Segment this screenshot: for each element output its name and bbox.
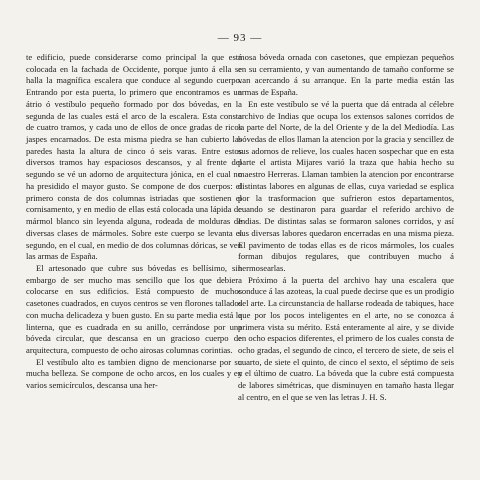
paragraph: El artesonado que cubre sus bóvedas es bellísimo, sin embargo de ser mucho mas sencillo que los que debiera colocarse en sus edificios. Está compuesto de muchos casetones cuadrados, en cuyos centros se ven florones tallados con mucha delicadeza y buen gusto. En su parte media está la linterna, que es cuadrada en su anillo, cerrándose por una bóveda circular, que descansa en un gracioso cuerpo de arquitectura, compuesto de ocho airosas columnas corintias. <box>26 262 242 355</box>
paragraph: Próximo á la puerta del archivo hay una escalera que conduce á las azoteas, la cual puede decirse que es un prodigio del arte. La circunstancia de hallarse rodeada de tabiques, hace que por los pocos inteligentes en el arte, no se conozca á primera vista su mérito. Está enteramente al aire, y se divide en ocho espacios diferentes, el primero de los cuales consta de ocho gradas, el segundo de cinco, el tercero de siete, de seis el cuarto, de siete el quinto, de cinco el sexto, el séptimo de seis y el último de cuatro. La bóveda que la cubre está compuesta de labores simétricas, que disminuyen en tamaño hasta llegar al centro, en el que se ven las letras J. H. S. <box>238 274 454 402</box>
page-number: — 93 — <box>217 32 263 44</box>
right-column <box>238 52 454 404</box>
paragraph: mosa bóveda ornada con casetones, que empiezan pequeños en su cerramiento, y van aumentando de tamaño conforme se van acercando á su arranque. En la parte media están las armas de España. <box>238 52 454 98</box>
paragraph: En este vestíbulo se vé la puerta que dá entrada al célebre archivo de Indias que ocupa los extensos salones corridos de la parte del Norte, de la del Oriente y de la del Mediodía. Las bóvedas de ellos llaman la atencion por la gracia y sencillez de sus adornos de relieve, los cuales hacen sospechar que en esta parte el artista Mijares varió la traza que habia hecho su maestro Herreras. Llaman tambien la atencion por encontrarse distintas labores en algunas de ellas, cuya variedad se esplica por la trasformacion que sufrieron estos departamentos, cuando se destinaron para guardar el referido archivo de Indias. De distintas salas se formaron salones corridos, y así sus diversas labores quedaron encerradas en una misma pieza. El pavimento de todas ellas es de ricos mármoles, los cuales forman dibujos regulares, que contribuyen mucho á hermosearlas. <box>238 98 454 273</box>
paragraph: El vestíbulo alto es tambien digno de mencionarse por su mucha belleza. Se compone de ocho arcos, en los cuales y en varios semicírculos, descansa una her- <box>26 356 242 391</box>
paragraph: te edificio, puede considerarse como principal la que está colocada en la fachada de Occidente, porque junto á ella se halla la magnífica escalera que conduce al segundo cuerpo. Entrando por esta puerta, lo primero que encontramos es un átrio ó vestíbulo pequeño formado por dos bóvedas, en la segunda de las cuales está el arco de la escalera. Esta consta de cuatro tramos, y cada uno de ellos de once gradas de ricos jaspes encarnados. De esta misma piedra se han cubierto las paredes hasta la altura de cinco ó seis varas. Entre estos diversos tramos hay espaciosos descansos, y al frente del segundo se vé un adorno de arquitectura jónica, en el cual no ha presidido el mayor gusto. Se compone de dos cuerpos: el primero consta de dos columnas istriadas que sostienen el cornisamento, y en medio de ellas está colocada una lápida de mármol blanco sin leyenda alguna, rodeada de molduras de diversas clases de mármoles. Sobre este cuerpo se levanta el segundo, en el cual, en medio de dos columnas dóricas, se ven las armas de España. <box>26 52 242 262</box>
left-column <box>26 52 242 392</box>
